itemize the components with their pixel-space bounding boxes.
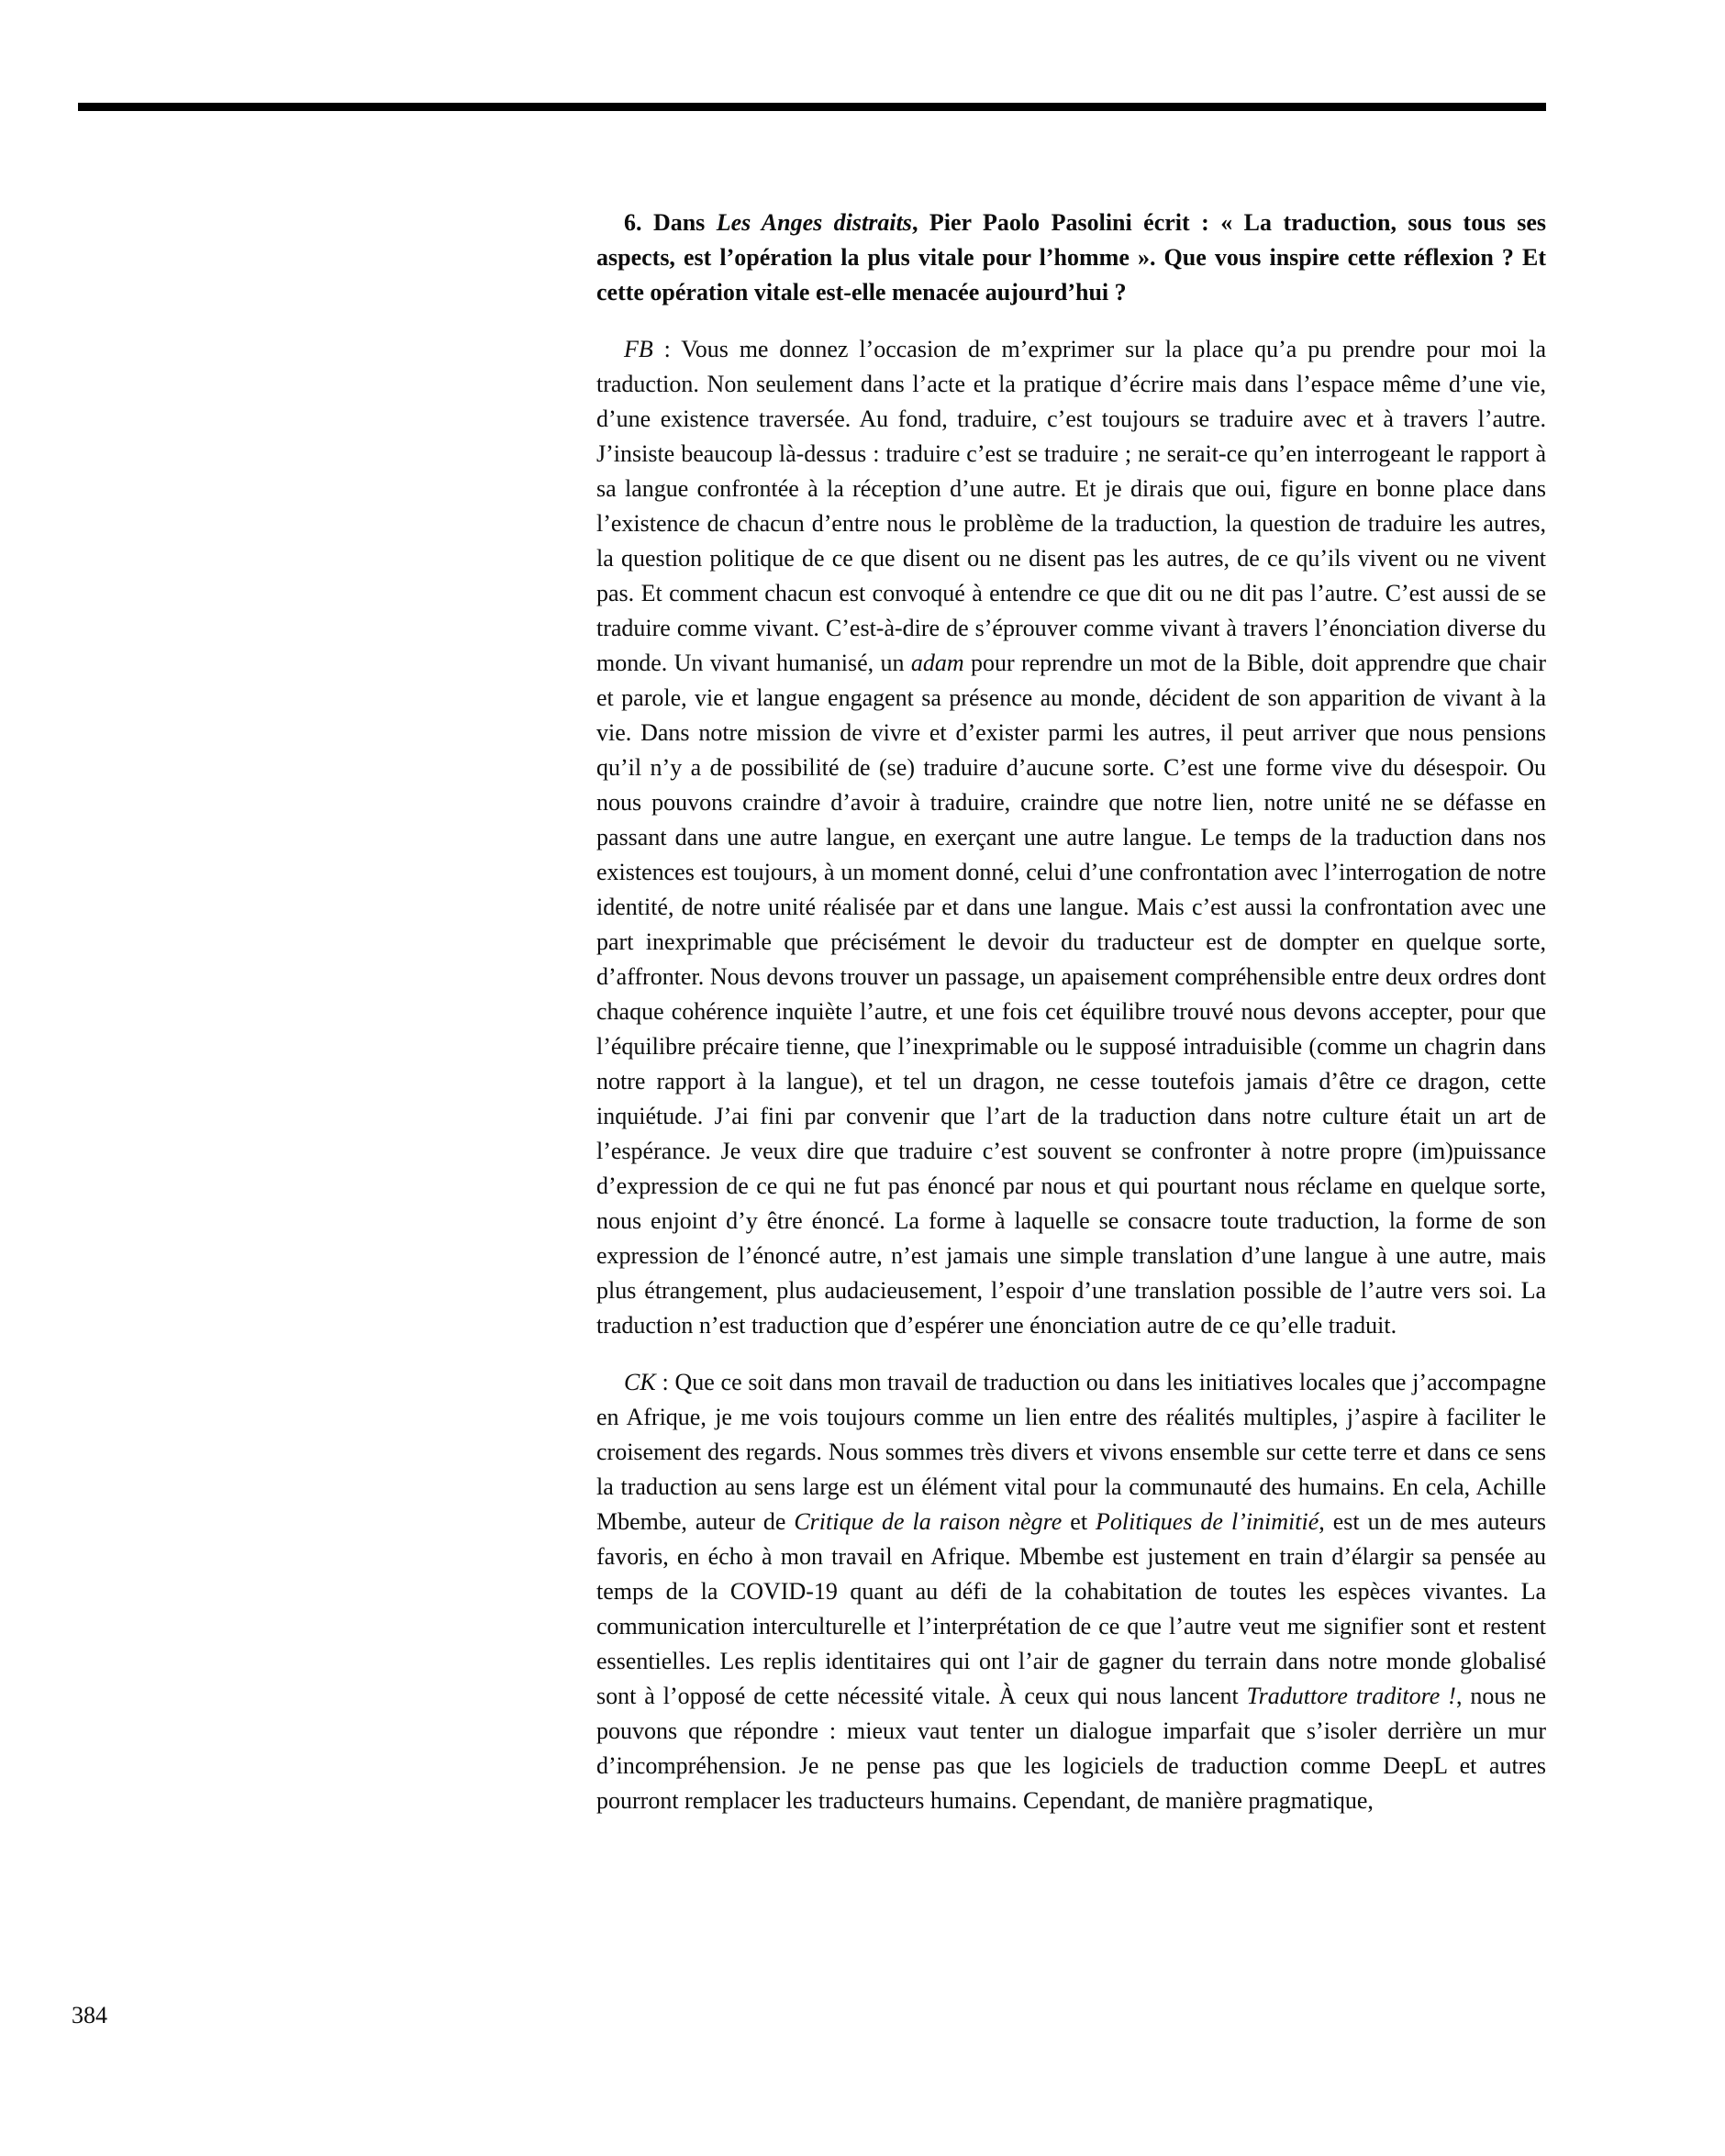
text-run: et <box>1062 1508 1096 1535</box>
text-run: : Vous me donnez l’occasion de m’exprimer sur la place qu’a pu prendre pour moi la traduction. Non seulement dans l’acte et la pratique d’écrire mais dans l’espace même d’une vie, d’une existence traversée. Au fond, traduire, c’est toujours se traduire avec et à travers l’autre. J’insiste beaucoup là-dessus : traduire c’est se traduire ; ne serait-ce qu’en interrogeant le rapport à sa langue confrontée à la réception d’une autre. Et je dirais que oui, figure en bonne place dans l’existence de chacun d’entre nous le problème de la traduction, la question de traduire les autres, la question politique de ce que disent ou ne disent pas les autres, de ce qu’ils vivent ou ne vivent pas. Et comment chacun est convoqué à entendre ce que dit ou ne dit pas l’autre. C’est aussi de se traduire comme vivant. C’est-à-dire de s’éprouver comme vivant à travers l’énonciation diverse du monde. Un vivant humanisé, un <box>596 336 1546 676</box>
answer-paragraph-ck <box>596 1365 1546 1818</box>
italic-text-run: Traduttore traditore ! <box>1246 1683 1456 1709</box>
text-run: , est un de mes auteurs favoris, en écho à mon travail en Afrique. Mbembe est justement en train d’élargir sa pensée au temps de la COVID-19 quant au défi de la cohabitation de toutes les espèces vivantes. La communication interculturelle et l’interprétation de ce que l’autre veut me signifier sont et restent essentielles. Les replis identitaires qui ont l’air de gagner du terrain dans notre monde globalisé sont à l’opposé de cette nécessité vitale. À ceux qui nous lancent <box>596 1508 1546 1709</box>
interview-question <box>596 206 1546 310</box>
italic-text-run: CK <box>624 1369 656 1395</box>
italic-text-run: FB <box>624 336 653 362</box>
top-rule <box>78 103 1546 111</box>
text-run: : Que ce soit dans mon travail de traduction ou dans les initiatives locales que j’accompagne en Afrique, je me vois toujours comme un lien entre des réalités multiples, j’aspire à faciliter le croisement des regards. Nous sommes très divers et vivons ensemble sur cette terre et dans ce sens la traduction au sens large est un élément vital pour la communauté des humains. En cela, Achille Mbembe, auteur de <box>596 1369 1546 1535</box>
text-run: , nous ne pouvons que répondre : mieux vaut tenter un dialogue imparfait que s’isoler derrière un mur d’incompréhension. Je ne pense pas que les logiciels de traduction comme DeepL et autres pourront remplacer les traducteurs humains. Cependant, de manière pragmatique, <box>596 1683 1546 1814</box>
italic-text-run: adam <box>910 650 964 676</box>
text-run: pour reprendre un mot de la Bible, doit apprendre que chair et parole, vie et langue engagent sa présence au monde, décident de son apparition de vivant à la vie. Dans notre mission de vivre et d’exister parmi les autres, il peut arriver que nous pensions qu’il n’y a de possibilité de (se) traduire d’aucune sorte. C’est une forme vive du désespoir. Ou nous pouvons craindre d’avoir à traduire, craindre que notre lien, notre unité ne se défasse en passant dans une autre langue, en exerçant une autre langue. Le temps de la traduction dans nos existences est toujours, à un moment donné, celui d’une confrontation avec l’interrogation de notre identité, de notre unité réalisée par et dans une langue. Mais c’est aussi la confrontation avec une part inexprimable que précisément le devoir du traducteur est de dompter en quelque sorte, d’affronter. Nous devons trouver un passage, un apaisement compréhensible entre deux ordres dont chaque cohérence inquiète l’autre, et une fois cet équilibre trouvé nous devons accepter, pour que l’équilibre précaire tienne, que l’inexprimable ou le supposé intraduisible (comme un chagrin dans notre rapport à la langue), et tel un dragon, ne cesse toutefois jamais d’être ce dragon, cette inquiétude. J’ai fini par convenir que l’art de la traduction dans notre culture était un art de l’espérance. Je veux dire que traduire c’est souvent se confronter à notre propre (im)puissance d’expression de ce qui ne fut pas énoncé par nous et qui pourtant nous réclame en quelque sorte, nous enjoint d’y être énoncé. La forme à laquelle se consacre toute traduction, la forme de son expression de l’énoncé autre, n’est jamais une simple translation d’une langue à une autre, mais plus étrangement, plus audacieusement, l’espoir d’une translation possible de l’autre vers soi. La traduction n’est traduction que d’espérer une énonciation autre de ce qu’elle traduit. <box>596 650 1546 1339</box>
italic-text-run: Les Anges distraits <box>716 209 912 236</box>
interview-answers <box>596 332 1546 1818</box>
answer-paragraph-fb <box>596 332 1546 1343</box>
text-run: 6. Dans <box>624 209 717 236</box>
text-column <box>596 206 1546 1818</box>
text-run: , Pier Paolo Pasolini écrit : « La traduction, sous tous ses aspects, est l’opération la plus vitale pour l’homme ». Que vous inspire cette réflexion ? Et cette opération vitale est-elle menacée aujourd’hui ? <box>596 209 1546 306</box>
italic-text-run: Politiques de l’inimitié <box>1096 1508 1319 1535</box>
italic-text-run: Critique de la raison nègre <box>794 1508 1063 1535</box>
page-number: 384 <box>72 2002 107 2028</box>
